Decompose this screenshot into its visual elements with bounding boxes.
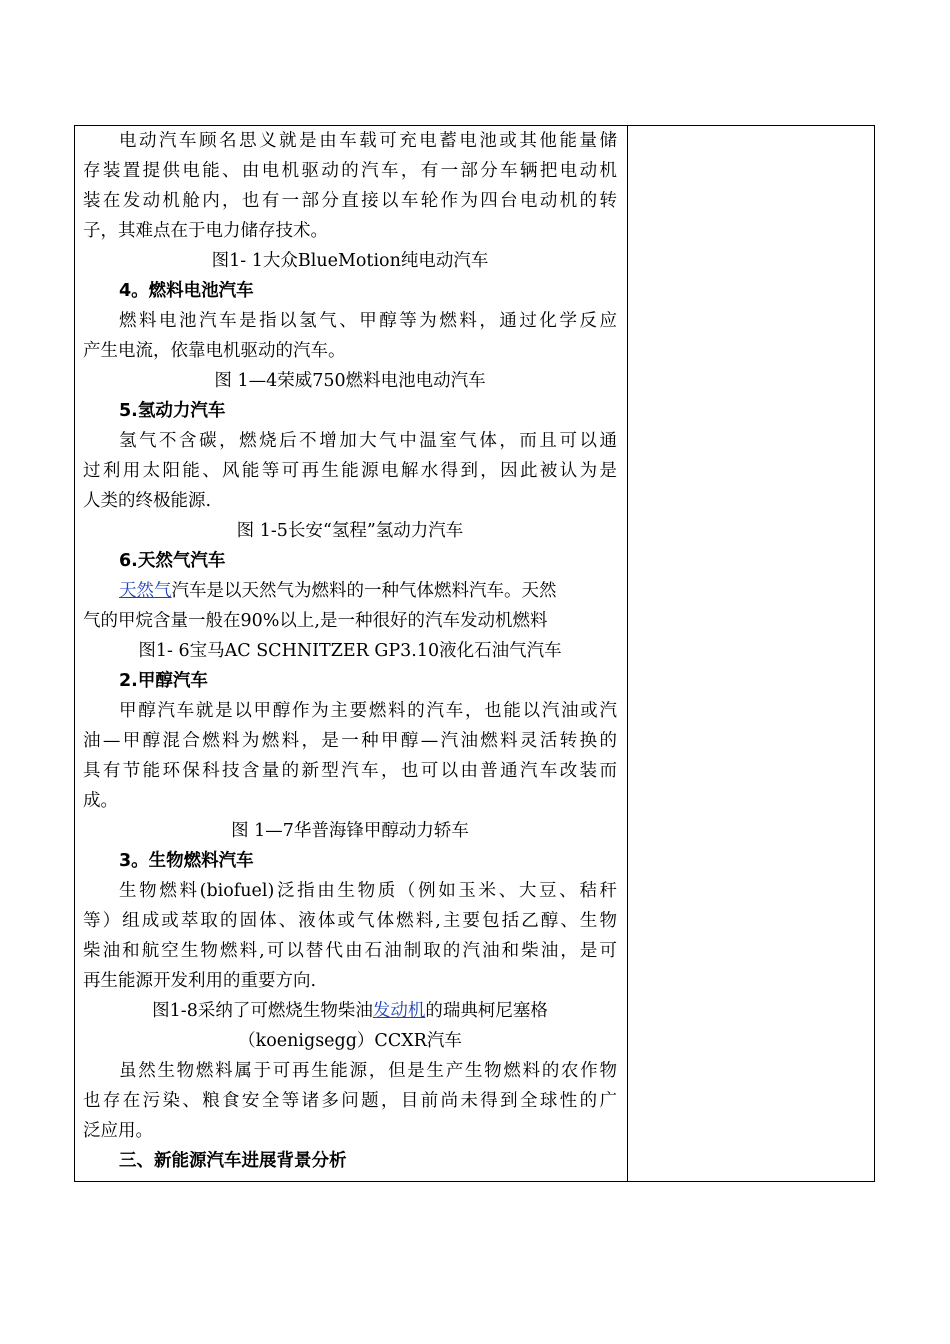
figure-caption: 图 1—7华普海锋甲醇动力轿车 [231, 821, 469, 841]
paragraph-line: 泛应用。 [83, 1121, 153, 1141]
paragraph-line: 生物燃料(biofuel)泛指由生物质（例如玉米、大豆、秸秆 [119, 881, 617, 901]
paragraph-line: 产生电流，依靠电机驱动的汽车。 [83, 341, 346, 361]
paragraph-line: 也存在污染、粮食安全等诸多问题，目前尚未得到全球性的广 [83, 1091, 617, 1111]
paragraph-line: 过利用太阳能、风能等可再生能源电解水得到，因此被认为是 [83, 461, 617, 481]
paragraph-line: 再生能源开发利用的重要方向. [83, 971, 317, 991]
section-heading: 三、新能源汽车进展背景分析 [119, 1151, 347, 1171]
paragraph-line: 存装置提供电能、由电机驱动的汽车，有一部分车辆把电动机 [83, 161, 617, 181]
figure-caption: 图 1-5长安“氢程”氢动力汽车 [236, 521, 464, 541]
section-heading: 5.氢动力汽车 [119, 401, 226, 421]
paragraph-line: 装在发动机舱内，也有一部分直接以车轮作为四台电动机的转 [83, 191, 617, 211]
natural-gas-link[interactable]: 天然气 [119, 581, 172, 601]
paragraph-line: 人类的终极能源. [83, 491, 212, 511]
document-table [74, 125, 875, 1182]
main-text-column [83, 126, 617, 1176]
paragraph-line: 成。 [83, 791, 118, 811]
paragraph-line: 柴油和航空生物燃料,可以替代由石油制取的汽油和柴油，是可 [83, 941, 617, 961]
section-heading: 2.甲醇汽车 [119, 671, 208, 691]
paragraph-line: 燃料电池汽车是指以氢气、甲醇等为燃料，通过化学反应 [119, 311, 617, 331]
paragraph-line: 氢气不含碳，燃烧后不增加大气中温室气体，而且可以通 [119, 431, 617, 451]
figure-caption: （koenigsegg）CCXR汽车 [238, 1031, 462, 1051]
paragraph-line: 电动汽车顾名思义就是由车载可充电蓄电池或其他能量储 [119, 131, 617, 151]
paragraph-line: 油—甲醇混合燃料为燃料，是一种甲醇—汽油燃料灵活转换的 [83, 731, 617, 751]
paragraph-text: 汽车是以天然气为燃料的一种气体燃料汽车。天然 [171, 581, 557, 601]
paragraph-line [83, 576, 617, 606]
paragraph-line: 具有节能环保科技含量的新型汽车，也可以由普通汽车改装而 [83, 761, 617, 781]
section-heading: 4。燃料电池汽车 [119, 281, 254, 301]
figure-caption: 图1- 6宝马AC SCHNITZER GP3.10液化石油气汽车 [138, 641, 562, 661]
caption-text: 的瑞典柯尼塞格 [425, 1001, 548, 1021]
section-heading: 6.天然气汽车 [119, 551, 226, 571]
paragraph-line: 等）组成或萃取的固体、液体或气体燃料,主要包括乙醇、生物 [83, 911, 617, 931]
paragraph-line: 子，其难点在于电力储存技术。 [83, 221, 328, 241]
engine-link[interactable]: 发动机 [372, 1001, 426, 1021]
caption-text: 图1-8采纳了可燃烧生物柴油 [152, 1001, 373, 1021]
figure-caption [83, 996, 617, 1026]
figure-caption: 图1- 1大众BlueMotion纯电动汽车 [211, 251, 489, 271]
column-divider [627, 126, 628, 1181]
figure-caption: 图 1—4荣威750燃料电池电动汽车 [214, 371, 486, 391]
section-heading: 3。生物燃料汽车 [119, 851, 254, 871]
paragraph-line: 气的甲烷含量一般在90%以上,是一种很好的汽车发动机燃料 [83, 611, 548, 631]
paragraph-line: 甲醇汽车就是以甲醇作为主要燃料的汽车，也能以汽油或汽 [119, 701, 617, 721]
paragraph-line: 虽然生物燃料属于可再生能源，但是生产生物燃料的农作物 [119, 1061, 617, 1081]
